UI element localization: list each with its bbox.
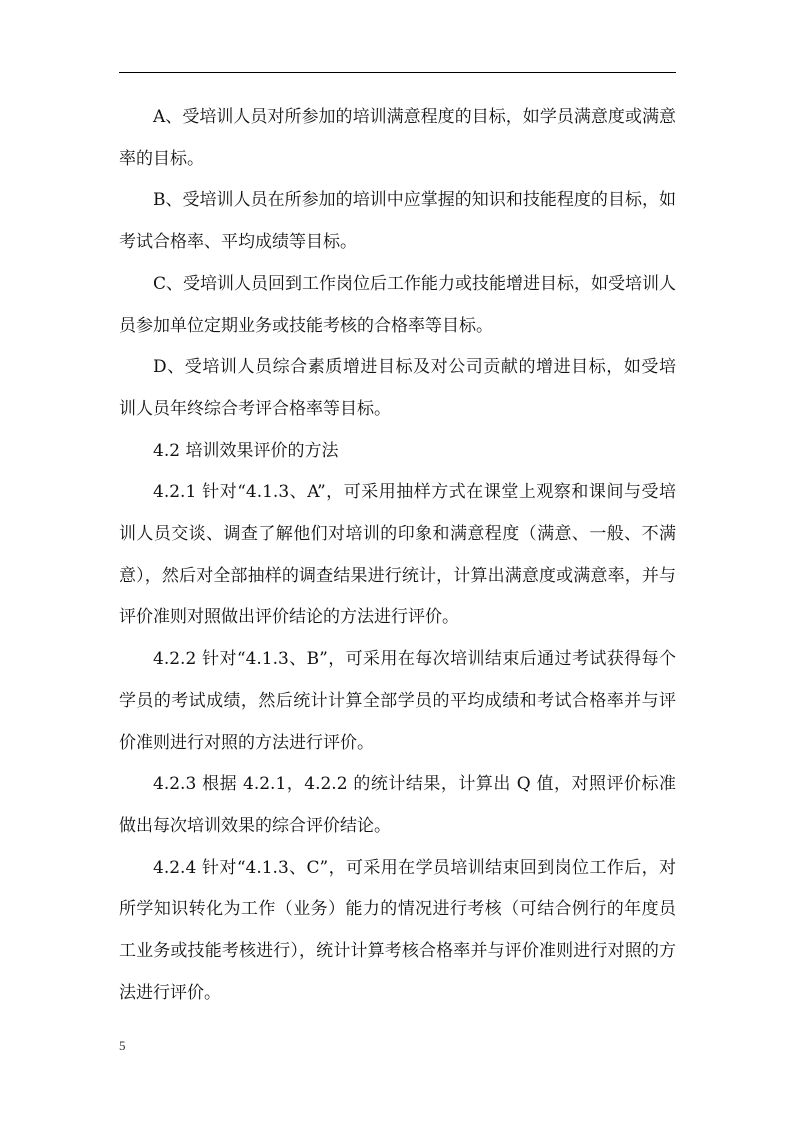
paragraph-objective-d: D、受培训人员综合素质增进目标及对公司贡献的增进目标，如受培训人员年终综合考评合格率等目标。 (119, 357, 676, 419)
paragraph-4-2-1: 4.2.1 针对“4.1.3、A”，可采用抽样方式在课堂上观察和课间与受培训人员交谈、调查了解他们对培训的印象和满意程度（满意、一般、不满意），然后对全部抽样的调查结果进行统计，计算出满意度或满意率，并与评价准则对照做出评价结论的方法进行评价。 (119, 482, 676, 628)
paragraph-4-2-2: 4.2.2 针对“4.1.3、B”，可采用在每次培训结束后通过考试获得每个学员的考试成绩，然后统计计算全部学员的平均成绩和考试合格率并与评价准则进行对照的方法进行评价。 (119, 649, 676, 753)
document-body (119, 97, 676, 1014)
paragraph-objective-c: C、受培训人员回到工作岗位后工作能力或技能增进目标，如受培训人员参加单位定期业务或技能考核的合格率等目标。 (119, 273, 677, 336)
page-number: 5 (119, 1038, 126, 1053)
paragraph-4-2-4: 4.2.4 针对“4.1.3、C”，可采用在学员培训结束回到岗位工作后，对所学知识转化为工作（业务）能力的情况进行考核（可结合例行的年度员工业务或技能考核进行），统计计算考核合格率并与评价准则进行对照的方法进行评价。 (119, 857, 676, 1003)
paragraph-objective-b: B、受培训人员在所参加的培训中应掌握的知识和技能程度的目标，如考试合格率、平均成绩等目标。 (119, 190, 676, 253)
paragraph-4-2-3: 4.2.3 根据 4.2.1，4.2.2 的统计结果，计算出 Q 值，对照评价标准做出每次培训效果的综合评价结论。 (119, 774, 676, 836)
paragraph-objective-a: A、受培训人员对所参加的培训满意程度的目标，如学员满意度或满意率的目标。 (119, 107, 676, 169)
section-heading-4-2: 4.2 培训效果评价的方法 (153, 440, 339, 461)
header-rule (119, 72, 676, 73)
